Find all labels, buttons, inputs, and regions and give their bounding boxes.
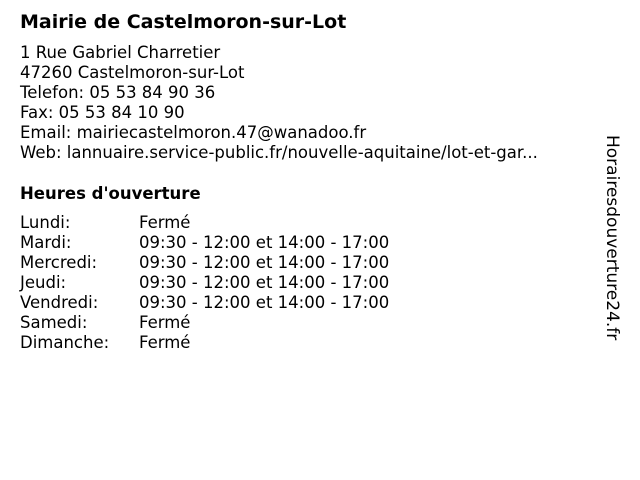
address-street: 1 Rue Gabriel Charretier: [20, 43, 221, 62]
fax-number: Fax: 05 53 84 10 90: [20, 103, 185, 122]
opening-hours-heading: Heures d'ouverture: [20, 184, 201, 203]
day-hours: Fermé: [139, 213, 191, 232]
day-hours: 09:30 - 12:00 et 14:00 - 17:00: [139, 273, 390, 292]
watermark-text: Horairesdouverture24.fr: [602, 135, 622, 341]
day-label: Vendredi:: [20, 293, 99, 312]
phone-number: Telefon: 05 53 84 90 36: [20, 83, 216, 102]
email-address: Email: mairiecastelmoron.47@wanadoo.fr: [20, 123, 367, 142]
day-label: Jeudi:: [20, 273, 67, 292]
day-hours: Fermé: [139, 333, 191, 352]
page-title: Mairie de Castelmoron-sur-Lot: [20, 11, 347, 33]
day-hours: 09:30 - 12:00 et 14:00 - 17:00: [139, 233, 390, 252]
contact-block: [20, 43, 538, 163]
day-label: Dimanche:: [20, 333, 110, 352]
day-label: Mercredi:: [20, 253, 98, 272]
day-hours: 09:30 - 12:00 et 14:00 - 17:00: [139, 253, 390, 272]
site-watermark: [585, 135, 625, 345]
day-label: Lundi:: [20, 213, 71, 232]
address-city: 47260 Castelmoron-sur-Lot: [20, 63, 245, 82]
day-hours: 09:30 - 12:00 et 14:00 - 17:00: [139, 293, 390, 312]
day-hours: Fermé: [139, 313, 191, 332]
day-label: Mardi:: [20, 233, 72, 252]
website-link: Web: lannuaire.service-public.fr/nouvelle-aquitaine/lot-et-gar...: [20, 143, 538, 162]
day-label: Samedi:: [20, 313, 88, 332]
